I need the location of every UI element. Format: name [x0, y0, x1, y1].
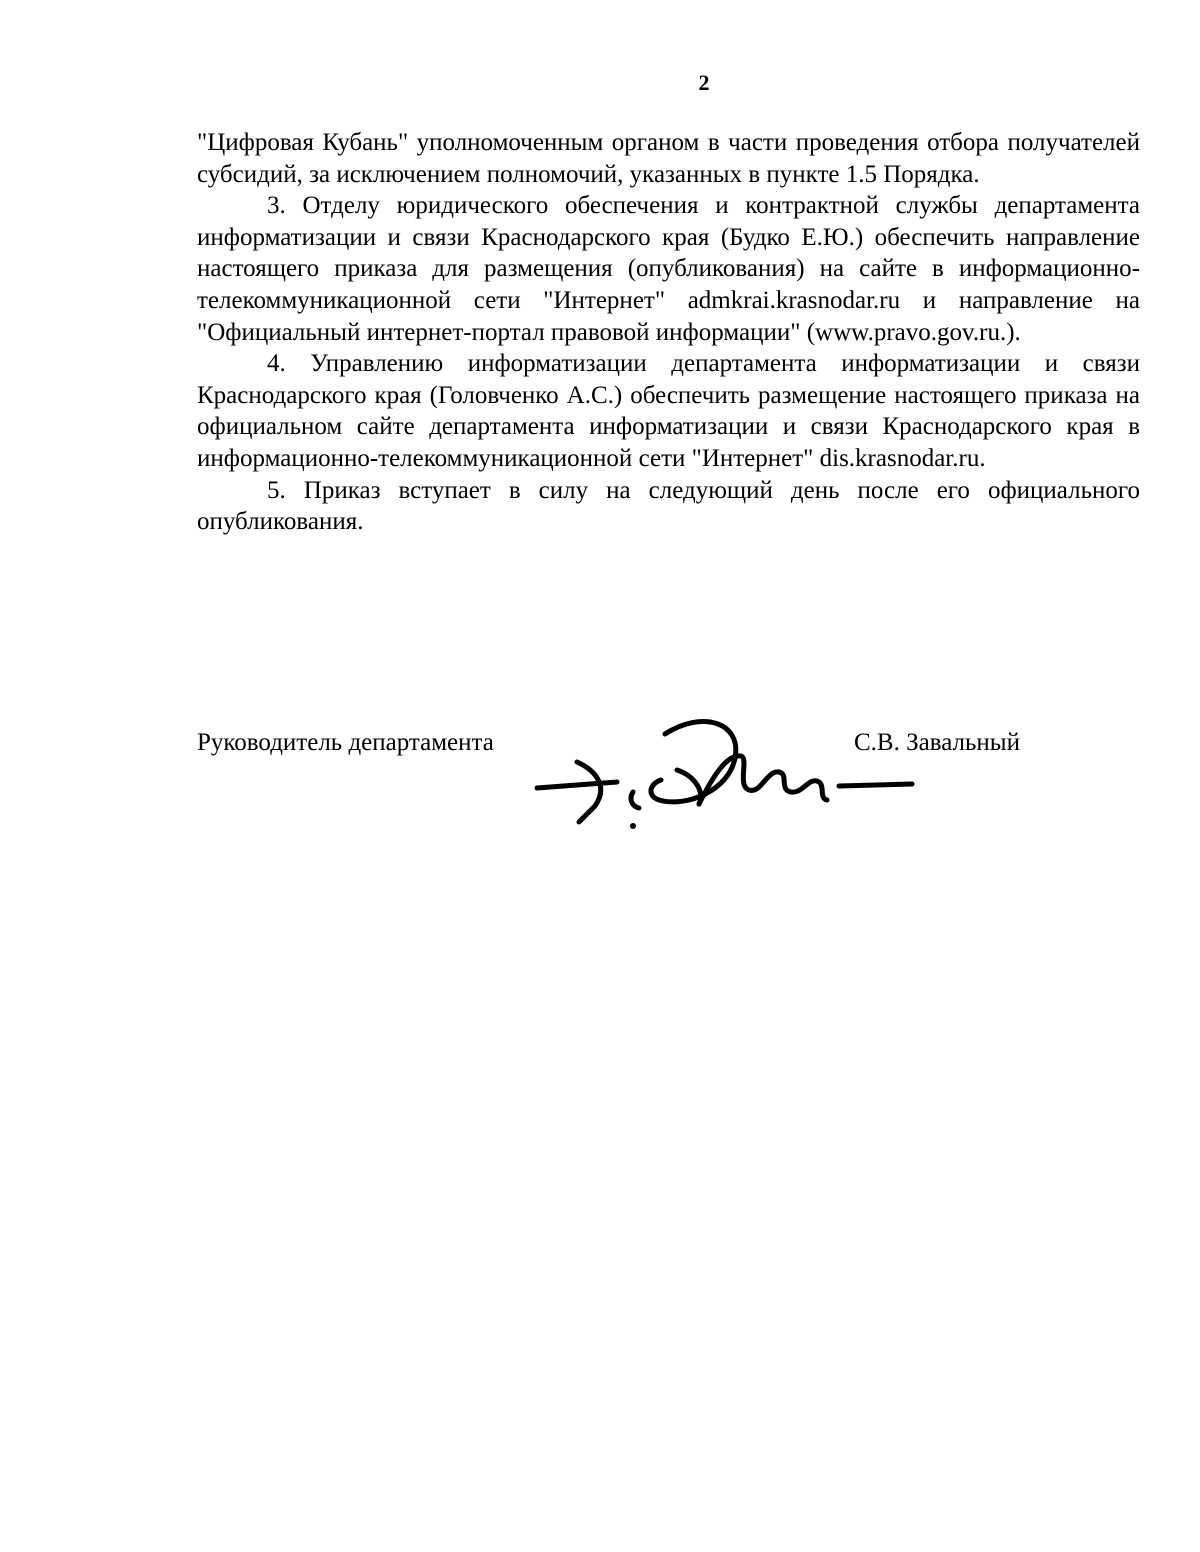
- paragraph-item-4: 4. Управлению информатизации департамента информатизации и связи Краснодарского края (Головченко А.С.) обеспечить размещение настоящего приказа на официальном сайте департамента информатизации и связи Краснодарского края в информационно-телекоммуникационной сети "Интернет" dis.krasnodar.ru.: [197, 350, 1140, 472]
- page-number: 2: [698, 70, 710, 95]
- signature-block: [197, 700, 1140, 840]
- paragraph-item-3: 3. Отделу юридического обеспечения и контрактной службы департамента информатизации и связи Краснодарского края (Будко Е.Ю.) обеспечить направление настоящего приказа для размещения (опубликования) на сайте в информационно-телекоммуникационной сети "Интернет" admkrai.krasnodar.ru и направление на "Официальный интернет-портал правовой информации" (www.pravo.gov.ru.).: [197, 192, 1140, 346]
- document-body: [197, 127, 1140, 538]
- handwritten-signature: [527, 700, 927, 835]
- paragraph-item-5: 5. Приказ вступает в силу на следующий день после его официального опубликования.: [197, 476, 1140, 536]
- signer-position: Руководитель департамента: [197, 729, 494, 756]
- signer-name: С.В. Завальный: [854, 729, 1020, 756]
- paragraph-continuation: "Цифровая Кубань" уполномоченным органом в части проведения отбора получателей субсидий, за исключением полномочий, указанных в пункте 1.5 Порядка.: [197, 129, 1140, 188]
